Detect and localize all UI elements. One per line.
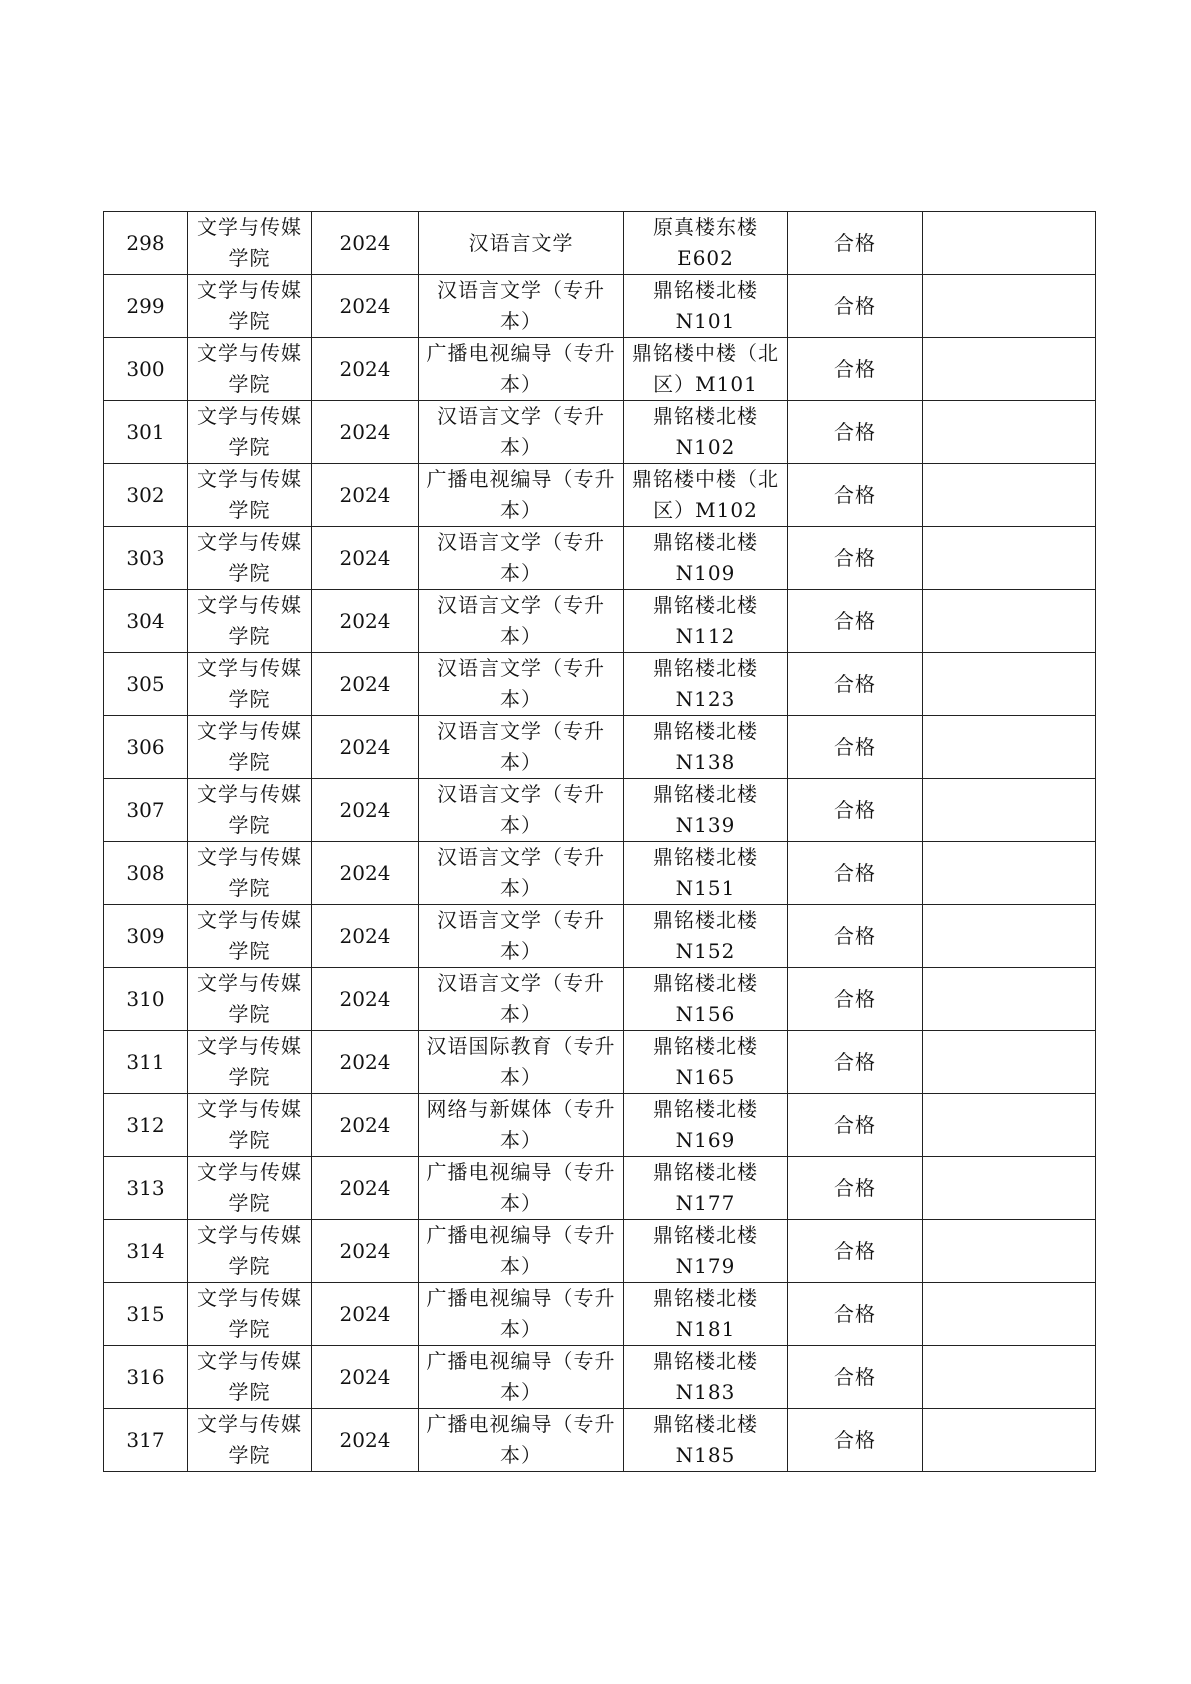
row-number-cell: 302 [104,464,188,527]
room-cell: 鼎铭楼北楼N177 [624,1157,788,1220]
inspection-table [103,211,1096,1472]
note-cell [923,590,1096,653]
year-cell: 2024 [312,779,419,842]
college-cell: 文学与传媒学院 [188,527,312,590]
major-cell: 汉语言文学（专升本） [419,653,624,716]
college-cell: 文学与传媒学院 [188,716,312,779]
table-row [104,1220,1096,1283]
major-cell: 广播电视编导（专升本） [419,1409,624,1472]
result-cell: 合格 [788,338,923,401]
room-cell: 鼎铭楼北楼N183 [624,1346,788,1409]
row-number-cell: 308 [104,842,188,905]
room-cell: 鼎铭楼北楼N179 [624,1220,788,1283]
college-cell: 文学与传媒学院 [188,590,312,653]
major-cell: 广播电视编导（专升本） [419,464,624,527]
major-cell: 汉语言文学（专升本） [419,275,624,338]
major-cell: 汉语言文学（专升本） [419,527,624,590]
table-row [104,401,1096,464]
table-row [104,842,1096,905]
major-cell: 网络与新媒体（专升本） [419,1094,624,1157]
college-cell: 文学与传媒学院 [188,275,312,338]
room-cell: 鼎铭楼北楼N109 [624,527,788,590]
note-cell [923,1346,1096,1409]
college-cell: 文学与传媒学院 [188,1157,312,1220]
note-cell [923,401,1096,464]
college-cell: 文学与传媒学院 [188,1283,312,1346]
year-cell: 2024 [312,842,419,905]
result-cell: 合格 [788,1346,923,1409]
year-cell: 2024 [312,1346,419,1409]
room-cell: 鼎铭楼北楼N165 [624,1031,788,1094]
result-cell: 合格 [788,1031,923,1094]
result-cell: 合格 [788,653,923,716]
major-cell: 汉语言文学 [419,212,624,275]
row-number-cell: 306 [104,716,188,779]
table-row [104,464,1096,527]
row-number-cell: 310 [104,968,188,1031]
major-cell: 汉语言文学（专升本） [419,779,624,842]
college-cell: 文学与传媒学院 [188,842,312,905]
year-cell: 2024 [312,968,419,1031]
note-cell [923,1409,1096,1472]
result-cell: 合格 [788,1094,923,1157]
note-cell [923,464,1096,527]
row-number-cell: 298 [104,212,188,275]
year-cell: 2024 [312,401,419,464]
table-row [104,212,1096,275]
note-cell [923,905,1096,968]
room-cell: 鼎铭楼北楼N181 [624,1283,788,1346]
room-cell: 鼎铭楼北楼N123 [624,653,788,716]
table-row [104,1346,1096,1409]
note-cell [923,275,1096,338]
room-cell: 鼎铭楼北楼N152 [624,905,788,968]
college-cell: 文学与传媒学院 [188,653,312,716]
note-cell [923,716,1096,779]
college-cell: 文学与传媒学院 [188,401,312,464]
note-cell [923,779,1096,842]
room-cell: 鼎铭楼北楼N156 [624,968,788,1031]
year-cell: 2024 [312,527,419,590]
note-cell [923,1283,1096,1346]
major-cell: 汉语言文学（专升本） [419,968,624,1031]
row-number-cell: 311 [104,1031,188,1094]
result-cell: 合格 [788,716,923,779]
row-number-cell: 300 [104,338,188,401]
note-cell [923,338,1096,401]
table-row [104,1283,1096,1346]
year-cell: 2024 [312,653,419,716]
row-number-cell: 307 [104,779,188,842]
result-cell: 合格 [788,1409,923,1472]
major-cell: 汉语言文学（专升本） [419,842,624,905]
room-cell: 鼎铭楼北楼N139 [624,779,788,842]
result-cell: 合格 [788,1157,923,1220]
result-cell: 合格 [788,590,923,653]
room-cell: 原真楼东楼E602 [624,212,788,275]
row-number-cell: 305 [104,653,188,716]
room-cell: 鼎铭楼北楼N112 [624,590,788,653]
note-cell [923,212,1096,275]
note-cell [923,527,1096,590]
major-cell: 汉语言文学（专升本） [419,590,624,653]
year-cell: 2024 [312,212,419,275]
college-cell: 文学与传媒学院 [188,905,312,968]
table-row [104,275,1096,338]
result-cell: 合格 [788,275,923,338]
row-number-cell: 304 [104,590,188,653]
year-cell: 2024 [312,338,419,401]
table-row [104,905,1096,968]
year-cell: 2024 [312,590,419,653]
year-cell: 2024 [312,1220,419,1283]
year-cell: 2024 [312,1283,419,1346]
row-number-cell: 317 [104,1409,188,1472]
college-cell: 文学与传媒学院 [188,1220,312,1283]
room-cell: 鼎铭楼北楼N102 [624,401,788,464]
row-number-cell: 309 [104,905,188,968]
year-cell: 2024 [312,905,419,968]
major-cell: 广播电视编导（专升本） [419,1157,624,1220]
result-cell: 合格 [788,401,923,464]
college-cell: 文学与传媒学院 [188,464,312,527]
year-cell: 2024 [312,716,419,779]
result-cell: 合格 [788,212,923,275]
table-row [104,653,1096,716]
table-row [104,968,1096,1031]
major-cell: 广播电视编导（专升本） [419,1220,624,1283]
row-number-cell: 312 [104,1094,188,1157]
table-row [104,1409,1096,1472]
result-cell: 合格 [788,1283,923,1346]
table-row [104,590,1096,653]
table-row [104,716,1096,779]
college-cell: 文学与传媒学院 [188,1346,312,1409]
row-number-cell: 303 [104,527,188,590]
college-cell: 文学与传媒学院 [188,779,312,842]
table-row [104,1157,1096,1220]
year-cell: 2024 [312,1157,419,1220]
result-cell: 合格 [788,779,923,842]
table-body [104,212,1096,1472]
note-cell [923,1094,1096,1157]
college-cell: 文学与传媒学院 [188,968,312,1031]
note-cell [923,1031,1096,1094]
table-row [104,338,1096,401]
note-cell [923,653,1096,716]
year-cell: 2024 [312,275,419,338]
row-number-cell: 316 [104,1346,188,1409]
room-cell: 鼎铭楼北楼N185 [624,1409,788,1472]
major-cell: 汉语国际教育（专升本） [419,1031,624,1094]
result-cell: 合格 [788,527,923,590]
major-cell: 汉语言文学（专升本） [419,716,624,779]
year-cell: 2024 [312,1094,419,1157]
room-cell: 鼎铭楼北楼N138 [624,716,788,779]
room-cell: 鼎铭楼北楼N151 [624,842,788,905]
row-number-cell: 315 [104,1283,188,1346]
year-cell: 2024 [312,1031,419,1094]
result-cell: 合格 [788,905,923,968]
major-cell: 广播电视编导（专升本） [419,1346,624,1409]
table-row [104,1094,1096,1157]
major-cell: 汉语言文学（专升本） [419,905,624,968]
year-cell: 2024 [312,1409,419,1472]
college-cell: 文学与传媒学院 [188,338,312,401]
table-row [104,527,1096,590]
room-cell: 鼎铭楼中楼（北区）M101 [624,338,788,401]
note-cell [923,968,1096,1031]
room-cell: 鼎铭楼北楼N101 [624,275,788,338]
table-row [104,1031,1096,1094]
note-cell [923,1220,1096,1283]
college-cell: 文学与传媒学院 [188,212,312,275]
note-cell [923,1157,1096,1220]
result-cell: 合格 [788,464,923,527]
result-cell: 合格 [788,968,923,1031]
table-row [104,779,1096,842]
result-cell: 合格 [788,842,923,905]
major-cell: 广播电视编导（专升本） [419,338,624,401]
college-cell: 文学与传媒学院 [188,1031,312,1094]
major-cell: 广播电视编导（专升本） [419,1283,624,1346]
major-cell: 汉语言文学（专升本） [419,401,624,464]
row-number-cell: 313 [104,1157,188,1220]
row-number-cell: 301 [104,401,188,464]
year-cell: 2024 [312,464,419,527]
college-cell: 文学与传媒学院 [188,1094,312,1157]
room-cell: 鼎铭楼中楼（北区）M102 [624,464,788,527]
room-cell: 鼎铭楼北楼N169 [624,1094,788,1157]
row-number-cell: 299 [104,275,188,338]
row-number-cell: 314 [104,1220,188,1283]
note-cell [923,842,1096,905]
college-cell: 文学与传媒学院 [188,1409,312,1472]
result-cell: 合格 [788,1220,923,1283]
